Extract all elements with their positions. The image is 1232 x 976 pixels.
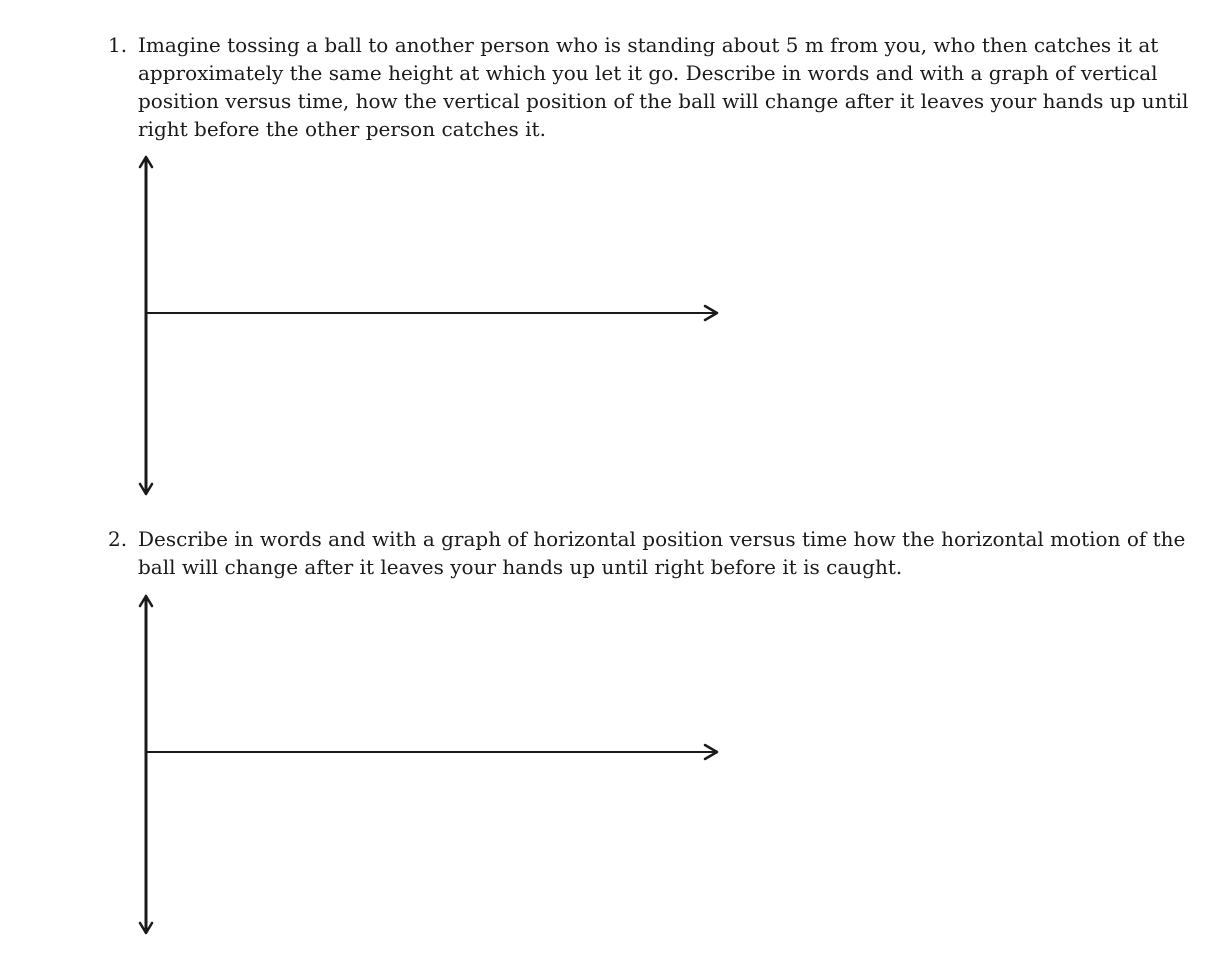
- question-text: Imagine tossing a ball to another person who is standing about 5 m from you, who then catches it at approximately the same height at which you let it go. Describe in words and with a graph of vertical position versus time, how the vertical position of the ball will change after it leaves your hands up until right before the other person catches it.: [138, 33, 1189, 141]
- question-text: Describe in words and with a graph of horizontal position versus time how the horizontal motion of the ball will change after it leaves your hands up until right before it is caught.: [138, 527, 1186, 579]
- question-number: 1.: [108, 33, 128, 57]
- question-number: 2.: [108, 527, 128, 551]
